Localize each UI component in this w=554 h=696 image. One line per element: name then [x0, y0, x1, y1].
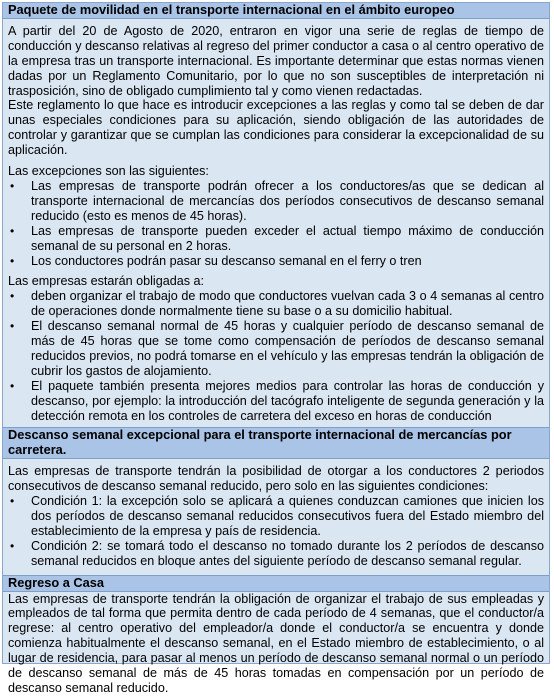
- section-body-movilidad: [3, 19, 549, 428]
- conditions-list: [8, 494, 544, 569]
- list-item: • Condición 2: se tomará todo el descanso no tomado durante los 2 períodos de descanso semanal reducidos en bloque antes del siguiente período de descanso semanal regular.: [8, 539, 544, 569]
- exceptions-list: [8, 179, 544, 268]
- conditions-intro: Las empresas de transporte tendrán la posibilidad de otorgar a los conductores 2 periodos consecutivos de descanso semanal reducido, pero solo en las siguientes condiciones:: [8, 464, 544, 494]
- exceptions-label: Las excepciones son las siguientes:: [8, 164, 209, 179]
- list-item: • Las empresas de transporte podrán ofrecer a los conductores/as que se dedican al transporte internacional de mercancías dos períodos consecutivos de descanso semanal reducido (esto es menos de 45 horas).: [8, 179, 544, 224]
- list-item: • deben organizar el trabajo de modo que conductores vuelvan cada 3 o 4 semanas al centro de operaciones donde normalmente tiene su base o a su domicilio habitual.: [8, 289, 544, 319]
- section-body-regreso: [3, 592, 549, 696]
- list-item: • Condición 1: la excepción solo se aplicará a quienes conduzcan camiones que inicien los dos períodos de descanso semanal reducidos consecutivos fuera del Estado miembro del establecimiento de la empresa y país de residencia.: [8, 494, 544, 539]
- list-item: • El paquete también presenta mejores medios para controlar las horas de conducción y descanso, por ejemplo: la introducción del tacógrafo inteligente de segunda generación y la detección remota en los controles de carretera del exceso en horas de conducción: [8, 379, 544, 424]
- section-title-regreso: Regreso a Casa: [3, 575, 549, 592]
- list-item: • El descanso semanal normal de 45 horas y cualquier período de descanso semanal de más de 45 horas que se tome como compensación de períodos de descanso semanal reducidos previos, no podrá tomarse en el vehículo y las empresas tendrán la obligación de cubrir los gastos de alojamiento.: [8, 319, 544, 379]
- intro-paragraph: A partir del 20 de Agosto de 2020, entraron en vigor una serie de reglas de tiempo de conducción y descanso relativas al regreso del primer conductor a casa o al centro operativo de la empresa tras un transporte internacional. Es importante determinar que estas normas vienen dadas por un Reglamento Comunitario, por lo que no son susceptibles de interpretación ni trasposición, sino de obligado cumplimiento tal y como vienen redactadas.: [8, 23, 544, 98]
- document: [2, 2, 550, 695]
- obligations-list: [8, 289, 544, 423]
- return-home-paragraph: Las empresas de transporte tendrán la obligación de organizar el trabajo de sus empleadas y empleados de tal forma que permita dentro de cada período de 4 semanas, que el conductor/a regrese: al centro operativo del empleador/a donde el conductor/a se encuentra y donde comienza habitualmente el descanso semanal, en el Estado miembro de establecimiento, o al lugar de residencia, para pasar al menos un período de descanso semanal normal o un período de descanso semanal de más de 45 horas tomadas en compensación por un período de descanso semanal reducido.: [8, 591, 544, 695]
- regulation-paragraph: Este reglamento lo que hace es introducir excepciones a las reglas y como tal se deben de dar unas especiales condiciones para su aplicación, siendo obligación de las autoridades de controlar y garantizar que se cumplan las condiciones para considerar la excepcionalidad de su aplicación.: [8, 98, 544, 158]
- list-item: • Las empresas de transporte pueden exceder el actual tiempo máximo de conducción semanal de su personal en 2 horas.: [8, 224, 544, 254]
- section-title-movilidad: Paquete de movilidad en el transporte internacional en el ámbito europeo: [3, 3, 549, 19]
- section-title-descanso: Descanso semanal excepcional para el transporte internacional de mercancías por carretera.: [3, 427, 549, 459]
- section-body-descanso: [3, 459, 549, 574]
- obligations-label: Las empresas estarán obligadas a:: [8, 274, 205, 289]
- list-item: • Los conductores podrán pasar su descanso semanal en el ferry o tren: [8, 254, 544, 269]
